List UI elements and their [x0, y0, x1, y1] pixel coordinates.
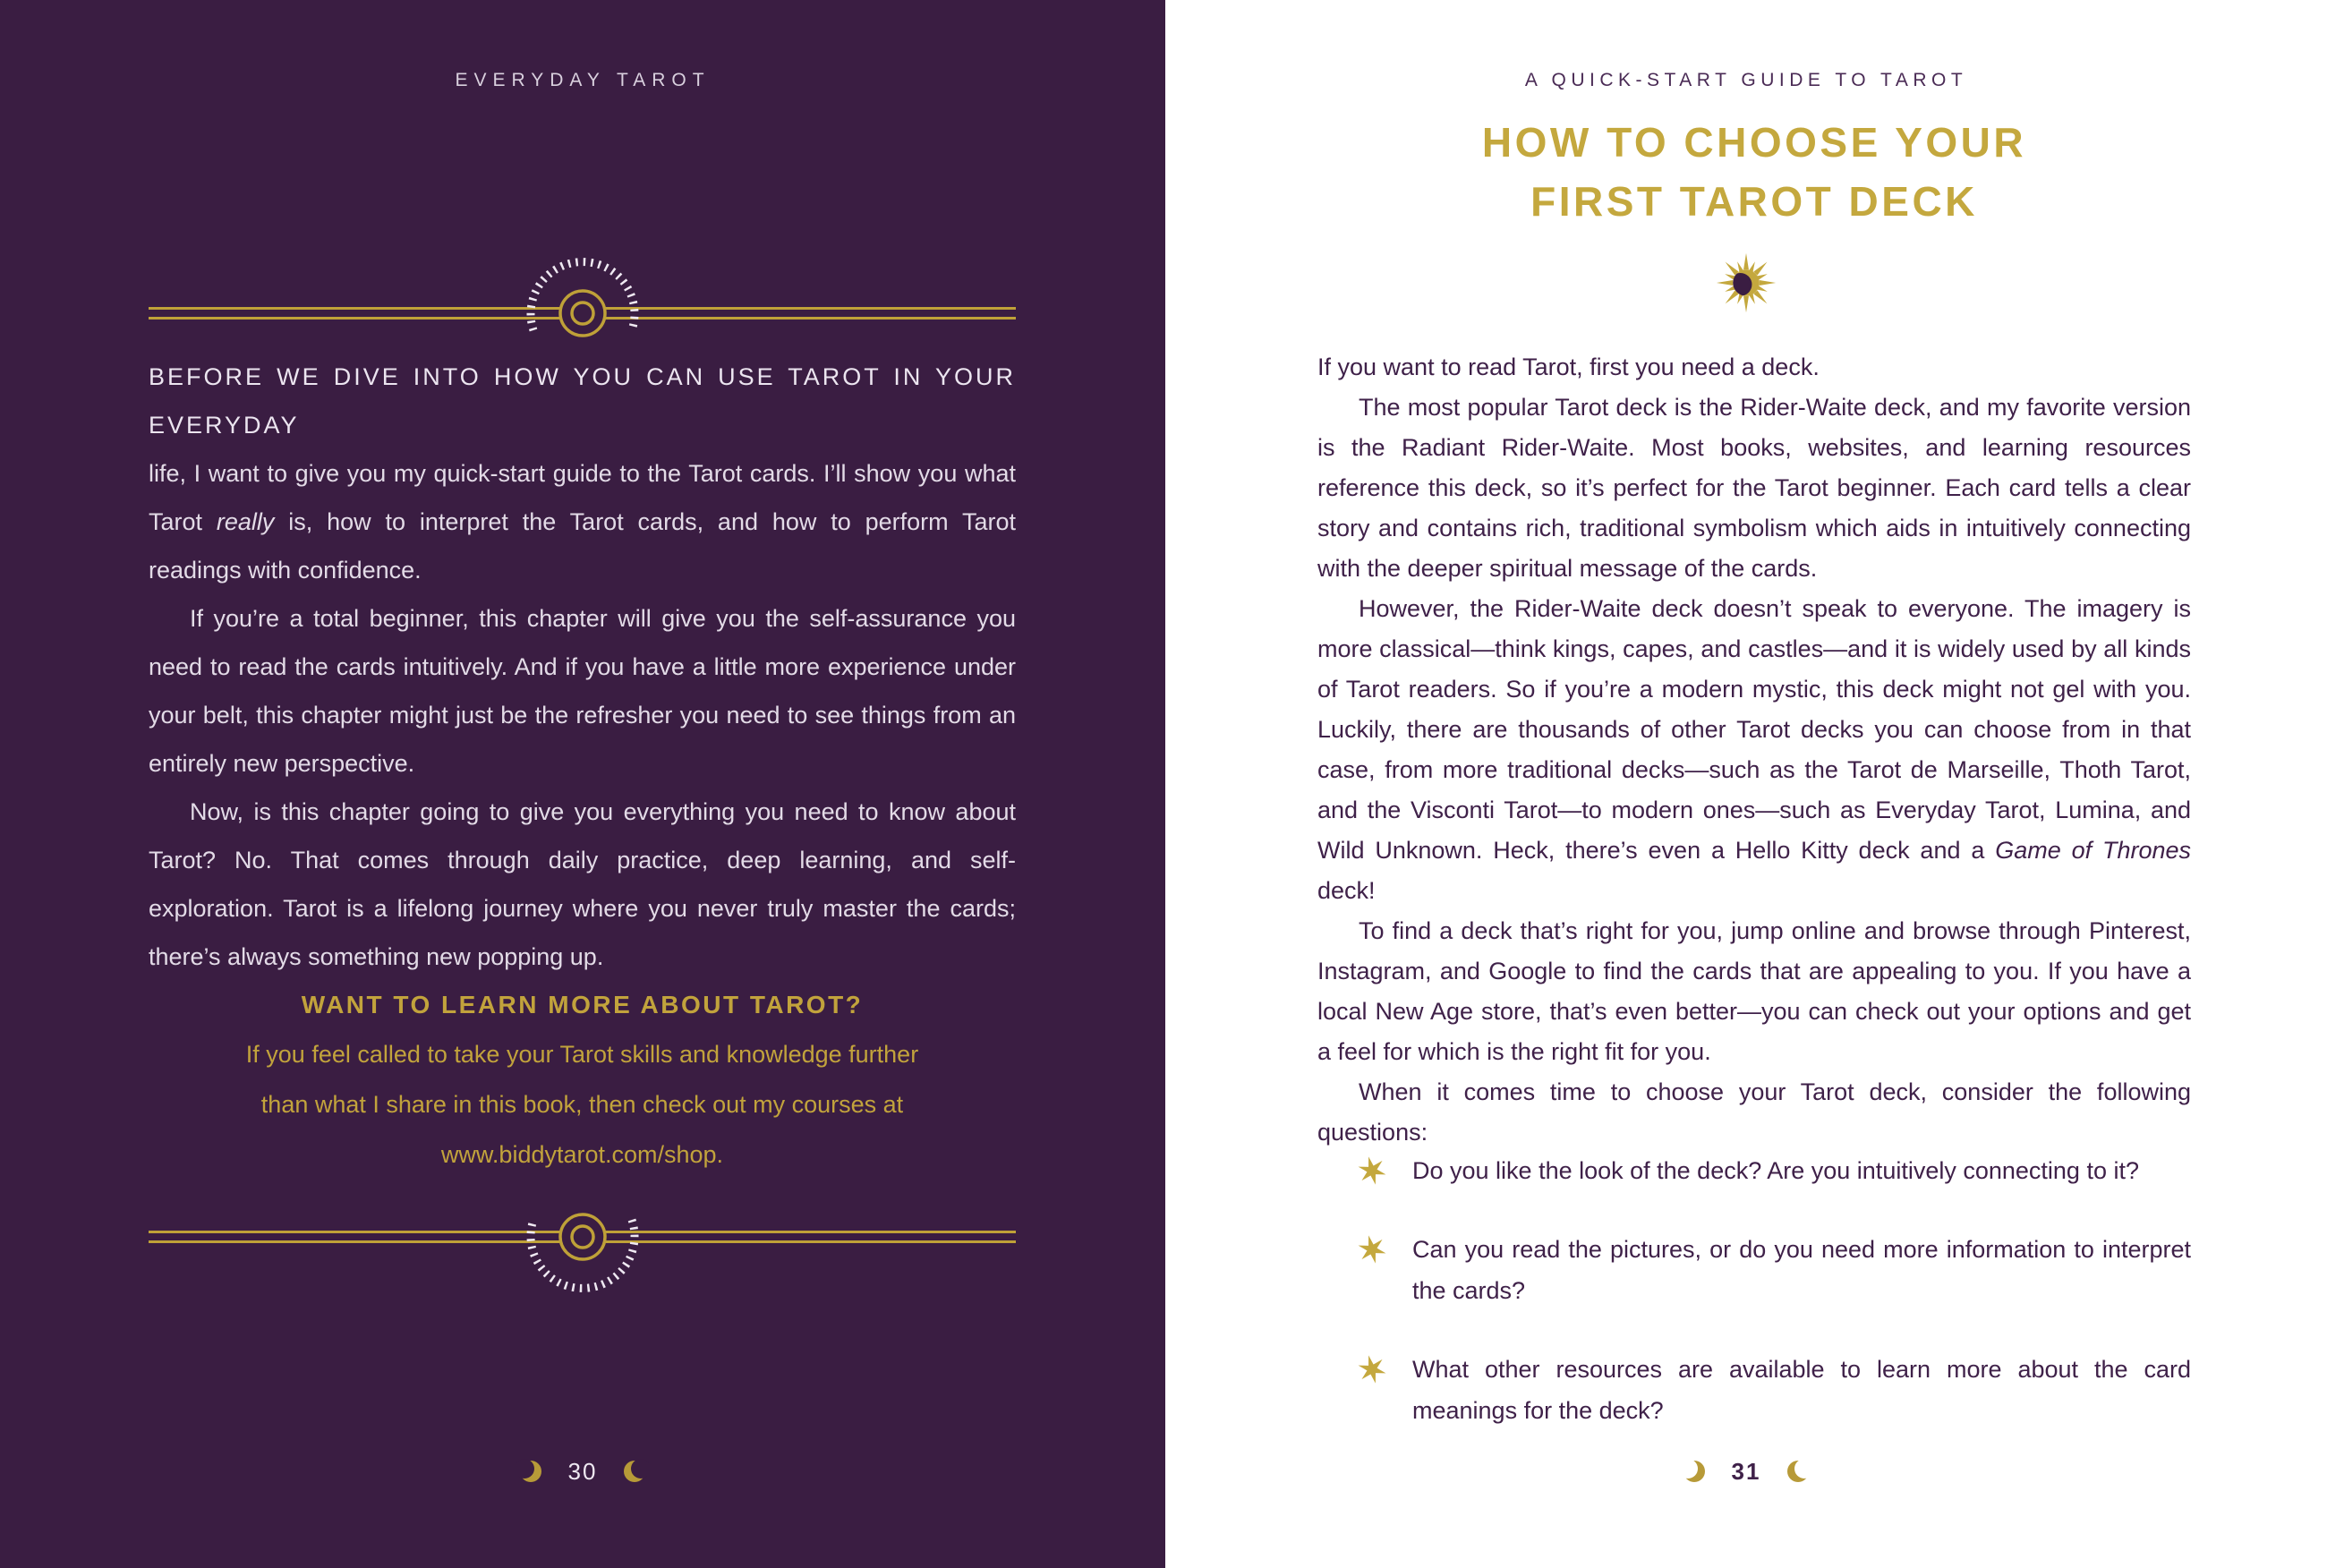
- paragraph: However, the Rider-Waite deck doesn’t speak to everyone. The imagery is more classical—think kings, capes, and castles—and it is widely used by all kinds of Tarot readers. So if you’re a modern mystic, this deck might not gel with you. Luckily, there are thousands of other Tarot decks you can choose from in that case, from more traditional decks—such as the Tarot de Marseille, Thoth Tarot, and the Visconti Tarot—to modern ones—such as Everyday Tarot, Lumina, and Wild Unknown. Heck, there’s even a Hello Kitty deck and a Game of Thrones deck!: [1317, 595, 2192, 904]
- right-page: [1165, 0, 2327, 1568]
- list-item: Can you read the pictures, or do you need more information to interpret the cards?: [1317, 1229, 2191, 1311]
- left-body-text: [149, 353, 1016, 981]
- divider-circle-icon: [520, 1174, 645, 1300]
- paragraph: When it comes time to choose your Tarot deck, consider the following questions:: [1317, 1078, 2191, 1146]
- list-item: What other resources are available to learn more about the card meanings for the deck?: [1317, 1349, 2191, 1431]
- divider-ornament-bottom: [149, 1174, 1016, 1300]
- running-head-right: A QUICK-START GUIDE TO TAROT: [1524, 70, 1968, 90]
- star-bullet-icon: [1357, 1234, 1387, 1265]
- running-head-left: EVERYDAY TAROT: [455, 70, 711, 90]
- list-item: Do you like the look of the deck? Are you intuitively connecting to it?: [1317, 1150, 2191, 1191]
- paragraph: To find a deck that’s right for you, jump online and browse through Pinterest, Instagram, and Google to find the cards that are appealing to you. If you have a local New Age store, that’s even better—you can check out your options and get a feel for which is the right fit for you.: [1317, 917, 2191, 1065]
- callout-heading: WANT TO LEARN MORE ABOUT TAROT?: [301, 991, 864, 1018]
- crescent-moon-right-icon: [1784, 1457, 1812, 1486]
- shop-url-link[interactable]: www.biddytarot.com/shop.: [440, 1141, 724, 1168]
- lead-in-caps: BEFORE WE DIVE INTO HOW YOU CAN USE TAROT IN YOUR EVERYDAY: [149, 363, 1016, 439]
- sun-moon-icon: [1705, 242, 1787, 324]
- paragraph: Now, is this chapter going to give you everything you need to know about Tarot? No. That comes through daily practice, deep learning, and self-exploration. Tarot is a lifelong journey where you never truly master the cards; there’s always something new popping up.: [149, 798, 1016, 970]
- crescent-moon-left-icon: [1680, 1457, 1709, 1486]
- deck-question-list: [1317, 1150, 2191, 1469]
- star-bullet-icon: [1357, 1155, 1387, 1186]
- paragraph: If you’re a total beginner, this chapter will give you the self-assurance you need to read the cards intuitively. And if you have a little more experience under your belt, this chapter might just be the refresher you need to see things from an entirely new perspective.: [149, 605, 1016, 777]
- page-number: 30: [567, 1457, 598, 1485]
- paragraph: The most popular Tarot deck is the Rider-Waite deck, and my favorite version is the Radiant Rider-Waite. Most books, websites, and learning resources reference this deck, so it’s perfect for the Tarot beginner. Each card tells a clear story and contains rich, traditional symbolism which aids in intuitively connecting with the deeper spiritual message of the cards.: [1317, 394, 2191, 582]
- paragraph: If you want to read Tarot, first you need a deck.: [1317, 354, 1820, 380]
- chapter-title: [1317, 113, 2191, 231]
- right-body-text: [1317, 347, 2191, 1153]
- right-folio: [1165, 1452, 2327, 1491]
- crescent-moon-left-icon: [516, 1457, 545, 1486]
- star-bullet-icon: [1357, 1354, 1387, 1385]
- learn-more-callout: WANT TO LEARN MORE ABOUT TAROT? If you feel called to take your Tarot skills and knowledge further than what I share in this book, then check out my courses at www.biddytarot.com/shop.: [149, 981, 1016, 1180]
- chapter-title-line1: HOW TO CHOOSE YOUR: [1481, 119, 2027, 166]
- left-folio: [0, 1452, 1165, 1491]
- paragraph: BEFORE WE DIVE INTO HOW YOU CAN USE TAROT IN YOUR EVERYDAY life, I want to give you my quick-start guide to the Tarot cards. I’ll show you what Tarot really is, how to interpret the Tarot cards, and how to perform Tarot readings with confidence.: [149, 353, 1016, 594]
- chapter-title-line2: FIRST TAROT DECK: [1530, 178, 1978, 225]
- crescent-moon-right-icon: [620, 1457, 649, 1486]
- page-number: 31: [1731, 1457, 1761, 1485]
